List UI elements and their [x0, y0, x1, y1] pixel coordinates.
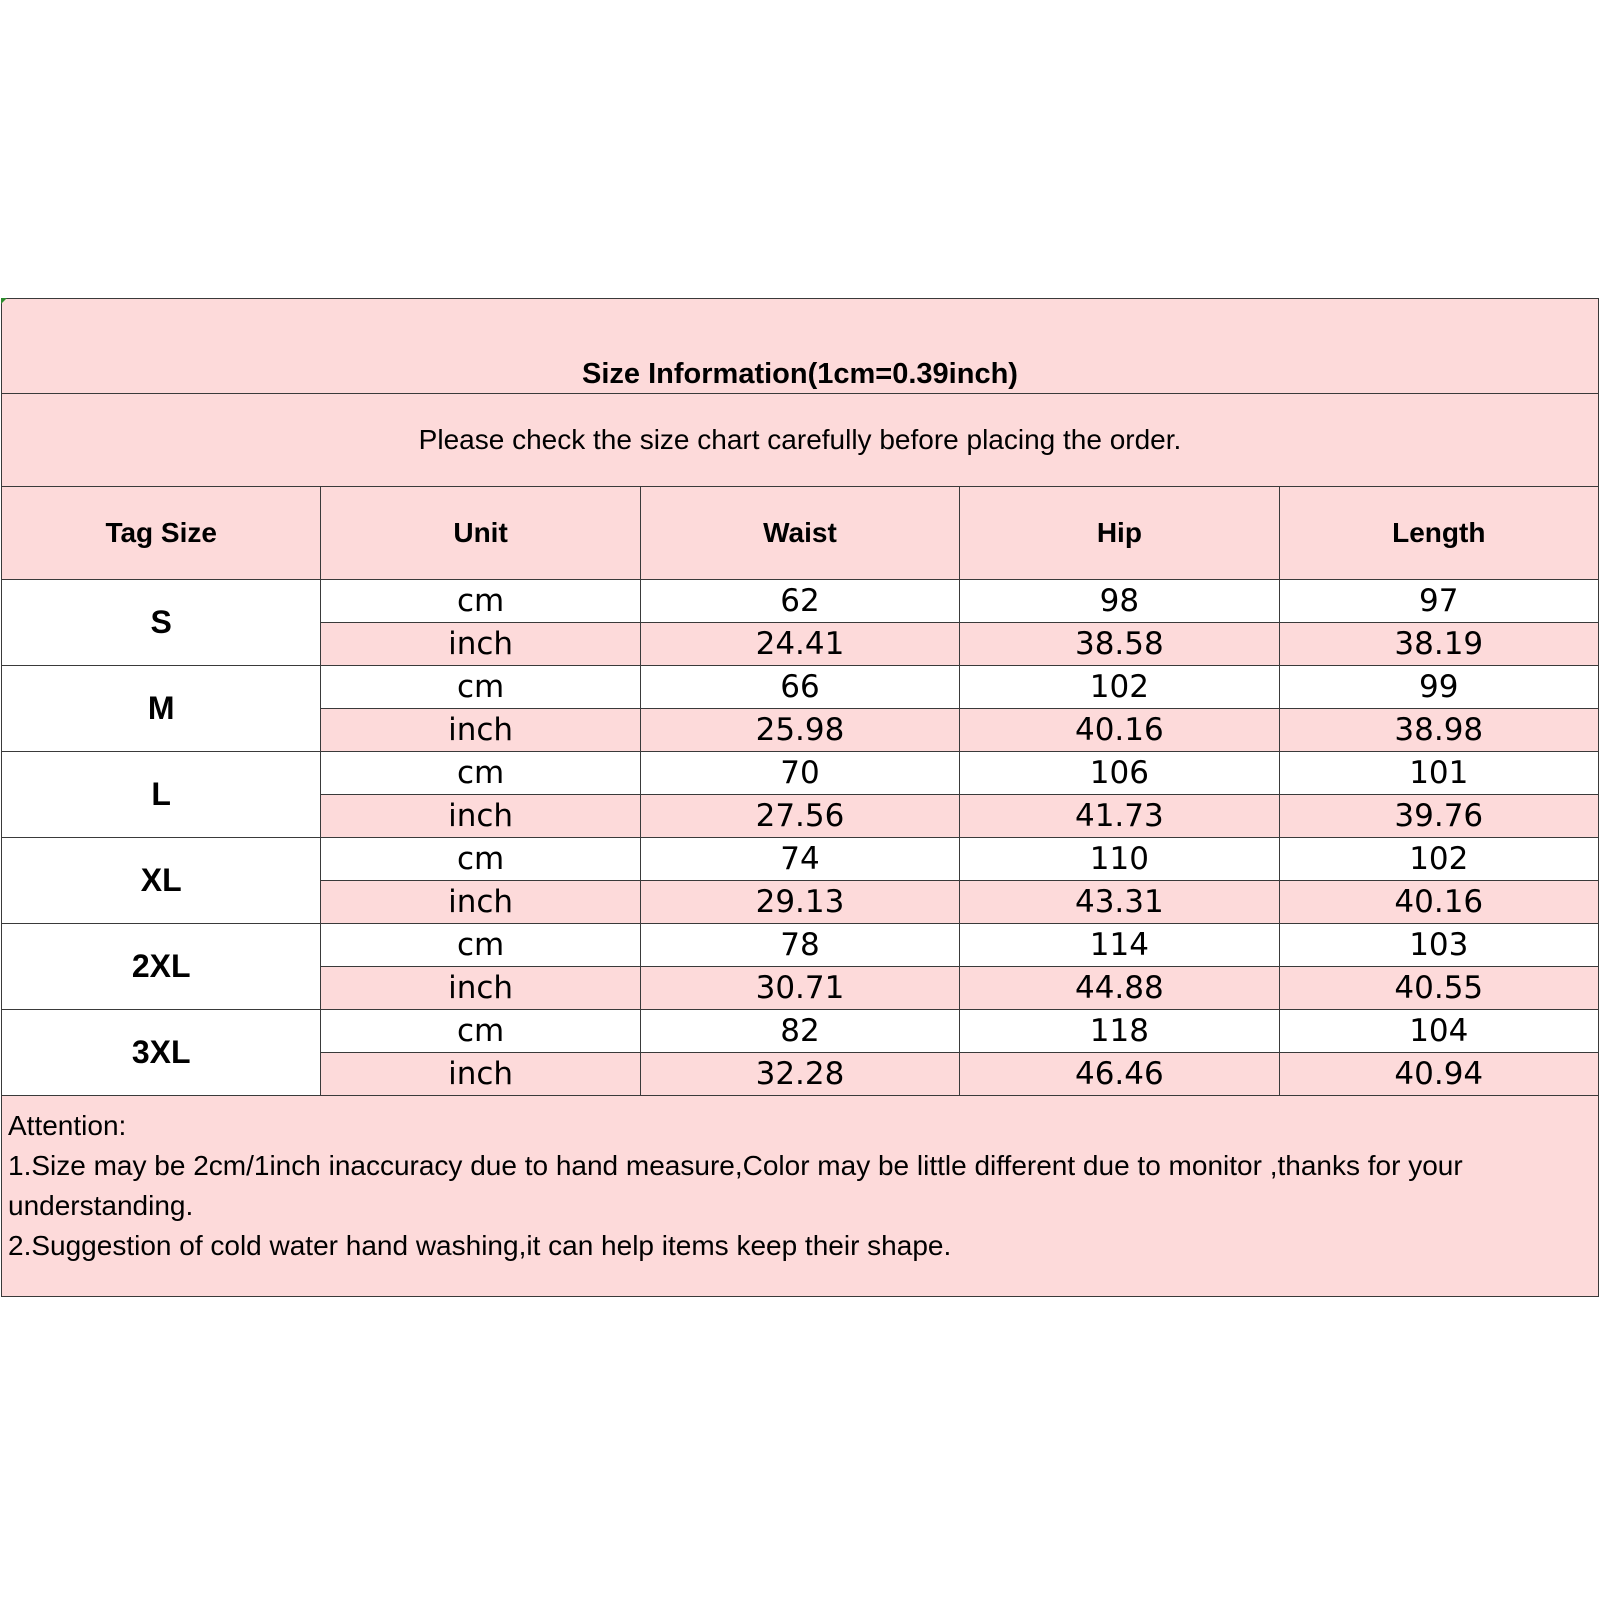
attention-note-2: 2.Suggestion of cold water hand washing,it can help items keep their shape.: [8, 1230, 952, 1261]
waist-cell: 74: [640, 838, 959, 881]
length-cell: 39.76: [1279, 795, 1598, 838]
tag-size-cell: XL: [2, 838, 321, 924]
length-cell: 40.55: [1279, 967, 1598, 1010]
waist-cell: 66: [640, 666, 959, 709]
unit-cell: inch: [321, 1053, 640, 1096]
title-row: [2, 299, 1599, 394]
unit-cell: cm: [321, 752, 640, 795]
table-row: [2, 580, 1599, 623]
hip-cell: 41.73: [960, 795, 1279, 838]
chart-subtitle: Please check the size chart carefully before placing the order.: [2, 394, 1599, 487]
length-cell: 102: [1279, 838, 1598, 881]
hip-cell: 118: [960, 1010, 1279, 1053]
table-row: [2, 752, 1599, 795]
unit-cell: inch: [321, 881, 640, 924]
length-cell: 103: [1279, 924, 1598, 967]
unit-cell: inch: [321, 709, 640, 752]
column-header-waist: Waist: [640, 487, 959, 580]
unit-cell: inch: [321, 795, 640, 838]
table-row: [2, 838, 1599, 881]
hip-cell: 102: [960, 666, 1279, 709]
waist-cell: 32.28: [640, 1053, 959, 1096]
waist-cell: 82: [640, 1010, 959, 1053]
tag-size-cell: 3XL: [2, 1010, 321, 1096]
notes-row: [2, 1096, 1599, 1297]
attention-notes: [2, 1096, 1599, 1297]
unit-cell: cm: [321, 924, 640, 967]
waist-cell: 29.13: [640, 881, 959, 924]
header-row: [2, 487, 1599, 580]
table-row: [2, 666, 1599, 709]
hip-cell: 38.58: [960, 623, 1279, 666]
hip-cell: 43.31: [960, 881, 1279, 924]
column-header-unit: Unit: [321, 487, 640, 580]
waist-cell: 70: [640, 752, 959, 795]
attention-heading: Attention:: [8, 1110, 127, 1141]
waist-cell: 62: [640, 580, 959, 623]
attention-note-1: 1.Size may be 2cm/1inch inaccuracy due to hand measure,Color may be little different due to monitor ,thanks for your understanding.: [8, 1150, 1463, 1221]
column-header-tag-size: Tag Size: [2, 487, 321, 580]
waist-cell: 24.41: [640, 623, 959, 666]
hip-cell: 44.88: [960, 967, 1279, 1010]
tag-size-cell: M: [2, 666, 321, 752]
table-row: [2, 924, 1599, 967]
column-header-length: Length: [1279, 487, 1598, 580]
subtitle-row: [2, 394, 1599, 487]
waist-cell: 78: [640, 924, 959, 967]
length-cell: 40.94: [1279, 1053, 1598, 1096]
length-cell: 40.16: [1279, 881, 1598, 924]
hip-cell: 98: [960, 580, 1279, 623]
length-cell: 97: [1279, 580, 1598, 623]
chart-title: Size Information(1cm=0.39inch): [2, 299, 1599, 394]
unit-cell: inch: [321, 967, 640, 1010]
hip-cell: 110: [960, 838, 1279, 881]
column-header-hip: Hip: [960, 487, 1279, 580]
length-cell: 104: [1279, 1010, 1598, 1053]
length-cell: 38.19: [1279, 623, 1598, 666]
size-chart-table: [1, 298, 1599, 1297]
waist-cell: 25.98: [640, 709, 959, 752]
waist-cell: 27.56: [640, 795, 959, 838]
hip-cell: 114: [960, 924, 1279, 967]
tag-size-cell: L: [2, 752, 321, 838]
unit-cell: cm: [321, 838, 640, 881]
tag-size-cell: S: [2, 580, 321, 666]
length-cell: 38.98: [1279, 709, 1598, 752]
unit-cell: cm: [321, 666, 640, 709]
hip-cell: 106: [960, 752, 1279, 795]
tag-size-cell: 2XL: [2, 924, 321, 1010]
unit-cell: inch: [321, 623, 640, 666]
unit-cell: cm: [321, 1010, 640, 1053]
table-row: [2, 1010, 1599, 1053]
waist-cell: 30.71: [640, 967, 959, 1010]
corner-marker: [1, 298, 7, 304]
hip-cell: 40.16: [960, 709, 1279, 752]
hip-cell: 46.46: [960, 1053, 1279, 1096]
size-rows: [2, 580, 1599, 1096]
length-cell: 101: [1279, 752, 1598, 795]
unit-cell: cm: [321, 580, 640, 623]
length-cell: 99: [1279, 666, 1598, 709]
